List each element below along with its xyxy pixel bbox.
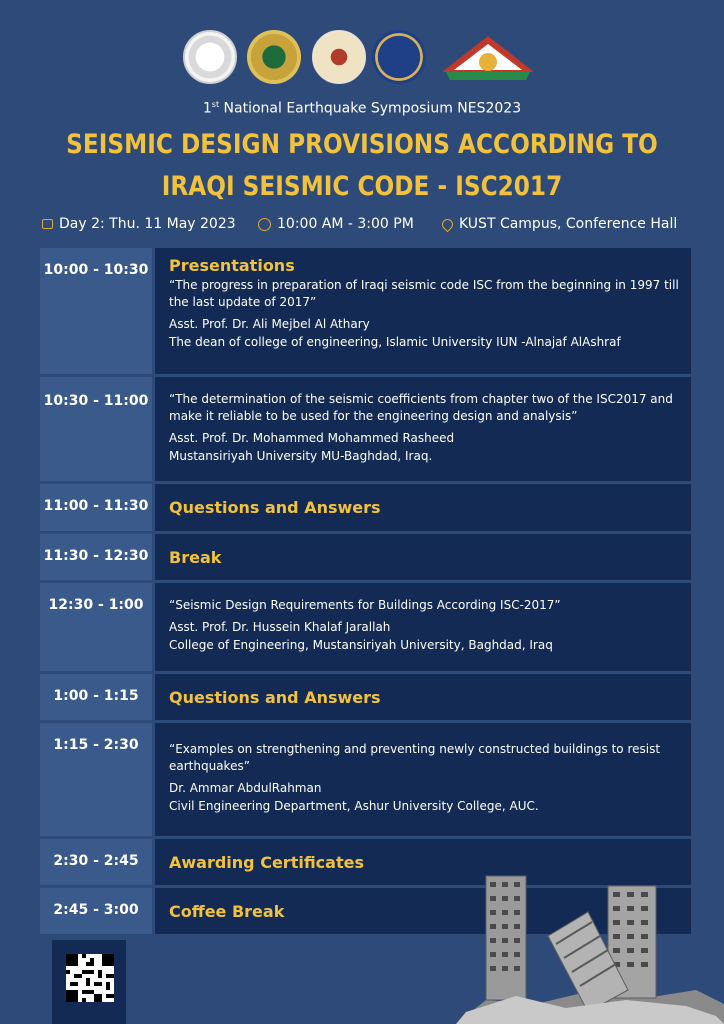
event-location [442,216,677,232]
symposium-name [0,100,724,117]
speaker-name: Asst. Prof. Dr. Ali Mejbel Al Athary [169,317,370,331]
page-title [51,124,674,208]
speaker-name: Asst. Prof. Dr. Mohammed Mohammed Rasheed [169,431,455,445]
talk-title: “The progress in preparation of Iraqi seismic code ISC from the beginning in 1997 till the last update of 2017” [169,278,679,309]
symposium-ordinal-suffix: st [211,100,220,109]
slot-content [155,248,691,374]
kust-logo [183,30,237,84]
slot-time: 10:30 - 11:00 [40,377,152,481]
talk-title: “Seismic Design Requirements for Buildings According ISC-2017” [169,598,561,612]
slot-time: 10:00 - 10:30 [40,248,152,374]
slot-time: 1:00 - 1:15 [40,674,152,720]
slot-content [155,674,691,720]
slot-time: 11:30 - 12:30 [40,534,152,580]
clock-icon [258,218,271,231]
slot-heading: Presentations [169,256,295,275]
speaker-block [169,315,681,351]
event-time [258,216,414,232]
slot-heading: Questions and Answers [169,498,381,517]
schedule-row [40,723,691,836]
schedule-row [40,484,691,531]
slot-content [155,484,691,531]
speaker-affiliation: The dean of college of engineering, Islamic University IUN -Alnajaf AlAshraf [169,335,621,349]
slot-content [155,583,691,671]
slot-heading: Break [169,548,222,567]
speaker-name: Asst. Prof. Dr. Hussein Khalaf Jarallah [169,620,391,634]
slot-heading: Awarding Certificates [169,853,364,872]
slot-time: 11:00 - 11:30 [40,484,152,531]
slot-content [155,723,691,836]
title-line-2: IRAQI SEISMIC CODE - ISC2017 [161,171,563,202]
event-info-bar [40,216,700,238]
talk-title: “The determination of the seismic coefficients from chapter two of the ISC2017 and make it reliable to be used for the engineering design and analysis” [169,392,673,423]
slot-content [155,534,691,580]
talk-title: “Examples on strengthening and preventing newly constructed buildings to resist earthquakes” [169,742,661,773]
speaker-name: Dr. Ammar AbdulRahman [169,781,322,795]
schedule-row [40,674,691,720]
slot-heading: Questions and Answers [169,688,381,707]
slot-time: 2:45 - 3:00 [40,888,152,934]
slot-heading: Coffee Break [169,902,285,921]
schedule-row [40,377,691,481]
university-seal-logo [247,30,301,84]
schedule-row [40,583,691,671]
slot-time: 12:30 - 1:00 [40,583,152,671]
speaker-affiliation: College of Engineering, Mustansiriyah University, Baghdad, Iraq [169,638,553,652]
event-date [42,216,236,232]
schedule-row [40,534,691,580]
event-location-text: KUST Campus, Conference Hall [459,216,678,232]
title-line-1: SEISMIC DESIGN PROVISIONS ACCORDING TO [66,129,658,160]
collapsed-buildings-illustration [456,872,724,1024]
qr-code[interactable] [66,954,114,1002]
slot-content [155,377,691,481]
speaker-block [169,429,681,465]
engineering-college-logo [312,30,366,84]
speaker-block [169,779,681,815]
symposium-title: National Earthquake Symposium NES2023 [219,100,522,117]
engineers-union-logo [436,34,540,82]
qr-code-panel[interactable] [52,940,126,1024]
partner-logos [0,30,724,86]
event-date-text: Day 2: Thu. 11 May 2023 [59,216,236,232]
slot-time: 2:30 - 2:45 [40,839,152,885]
speaker-block [169,618,681,654]
slot-time: 1:15 - 2:30 [40,723,152,836]
speaker-affiliation: Mustansiriyah University MU-Baghdad, Iraq. [169,449,433,463]
event-time-text: 10:00 AM - 3:00 PM [277,216,414,232]
location-pin-icon [440,216,456,232]
schedule-row [40,248,691,374]
university-crest-logo [372,30,426,84]
calendar-icon [42,219,53,229]
symposium-ordinal: 1 [202,100,212,117]
speaker-affiliation: Civil Engineering Department, Ashur University College, AUC. [169,799,539,813]
